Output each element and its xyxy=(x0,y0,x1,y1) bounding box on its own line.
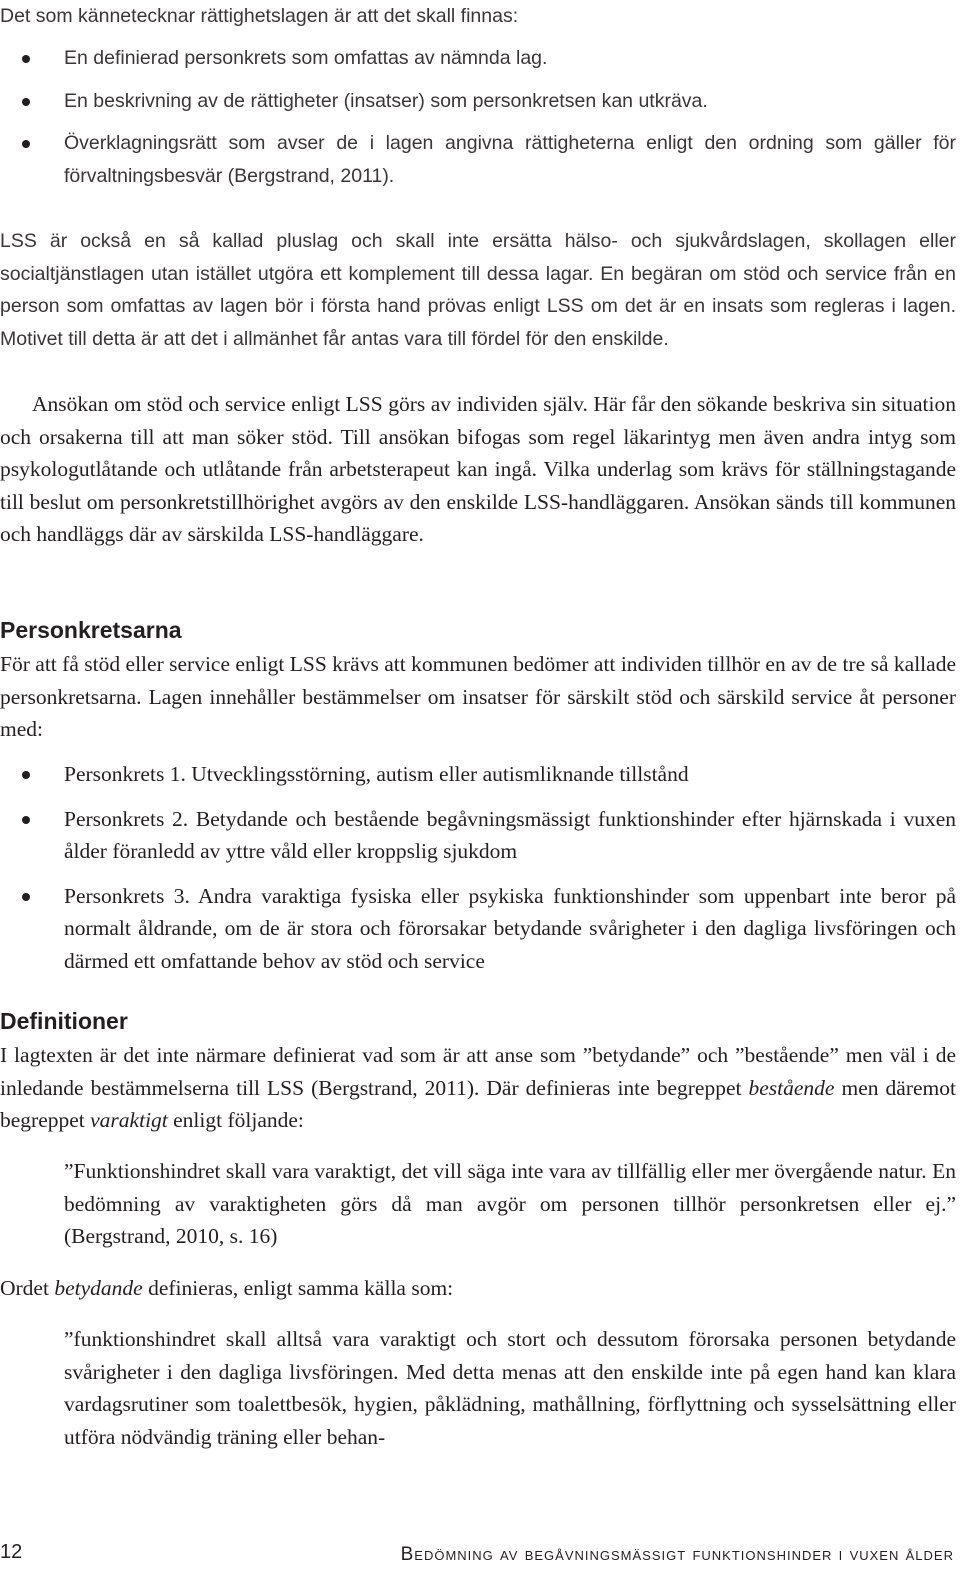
bullet-icon xyxy=(22,140,30,148)
list-item: Personkrets 3. Andra varaktiga fysiska eller psykiska funktionshinder som uppenbart inte beror på normalt åldrande, om de är stora och förorsakar betydande svårigheter i den dagliga livsföringen och därmed ett omfattande behov av stöd och service xyxy=(0,880,956,978)
lss-paragraph-1: LSS är också en så kallad pluslag och skall inte ersätta hälso- och sjukvårdslagen, skollagen eller socialtjänstlagen utan istället utgöra ett komplement till dessa lagar. En begäran om stöd och service från en person som omfattas av lagen bör i första hand prövas enligt LSS om det är en insats som regleras i lagen. Motivet till detta är att det i allmänhet får antas vara till fördel för den enskilde. xyxy=(0,230,956,350)
quote-block-1: ”Funktionshindret skall vara varaktigt, det vill säga inte vara av tillfällig eller mer övergående natur. En bedömning av varaktigheten görs då man avgör om personen tillhör personkretsen eller ej.” (Bergstrand, 2010, s. 16) xyxy=(64,1159,956,1248)
definitioner-paragraph: I lagtexten är det inte närmare definierat vad som är att anse som ”betydande” och ”bestående” men väl i de inledande bestämmelserna till LSS (Bergstrand, 2011). Där definieras inte begreppet bestående men däremot begreppet varaktigt enligt följande: xyxy=(0,1043,956,1132)
heading-personkretsarna: Personkretsarna xyxy=(0,617,182,643)
bullet-icon xyxy=(22,816,30,824)
bullet-icon xyxy=(22,893,30,901)
ordet-paragraph: Ordet betydande definieras, enligt samma källa som: xyxy=(0,1276,454,1300)
bullet-icon xyxy=(22,55,30,63)
list-item: Personkrets 2. Betydande och bestående begåvningsmässigt funktionshinder efter hjärnskada i vuxen ålder föranledd av yttre våld eller kroppslig sjukdom xyxy=(0,803,956,868)
rights-bullet-list xyxy=(0,42,956,192)
list-item: Överklagningsrätt som avser de i lagen angivna rättigheterna enligt den ordning som gäller för förvaltningsbesvär (Bergstrand, 2011). xyxy=(0,127,956,192)
list-item: En definierad personkrets som omfattas av nämnda lag. xyxy=(0,42,956,75)
list-item: En beskrivning av de rättigheter (insatser) som personkretsen kan utkräva. xyxy=(0,85,956,118)
quote-block-2: ”funktionshindret skall alltså vara varaktigt och stort och dessutom förorsaka personen betydande svårigheter i den dagliga livsföringen. Med detta menas att den enskilde inte på egen hand kan klara vardagsrutiner som toalettbesök, hygien, påklädning, mathållning, förflyttning och sysselsättning eller utföra nödvändig träning eller behan- xyxy=(64,1327,956,1449)
personkretsarna-paragraph: För att få stöd eller service enligt LSS krävs att kommunen bedömer att individen tillhör en av de tre så kallade personkretsarna. Lagen innehåller bestämmelser om insatser för särskilt stöd och särskild service åt personer med: xyxy=(0,652,956,741)
bullet-icon xyxy=(22,98,30,106)
page-number: 12 xyxy=(0,1541,23,1563)
intro-line: Det som kännetecknar rättighetslagen är att det skall finnas: xyxy=(0,5,519,27)
personkrets-bullet-list xyxy=(0,758,956,977)
heading-definitioner: Definitioner xyxy=(0,1008,128,1034)
running-title: Bedömning av begåvningsmässigt funktionshinder i vuxen ålder xyxy=(400,1544,954,1565)
list-item: Personkrets 1. Utvecklingsstörning, autism eller autismliknande tillstånd xyxy=(0,758,956,791)
bullet-icon xyxy=(22,771,30,779)
lss-paragraph-2: Ansökan om stöd och service enligt LSS görs av individen själv. Här får den sökande beskriva sin situation och orsakerna till att man söker stöd. Till ansökan bifogas som regel läkarintyg men även andra intyg som psykologutlåtande och utlåtande från arbetsterapeut kan ingå. Vilka underlag som krävs för ställningstagande till beslut om personkretstillhörighet avgörs av den enskilde LSS-handläggaren. Ansökan sänds till kommunen och handläggs där av särskilda LSS-handläggare. xyxy=(0,392,956,546)
